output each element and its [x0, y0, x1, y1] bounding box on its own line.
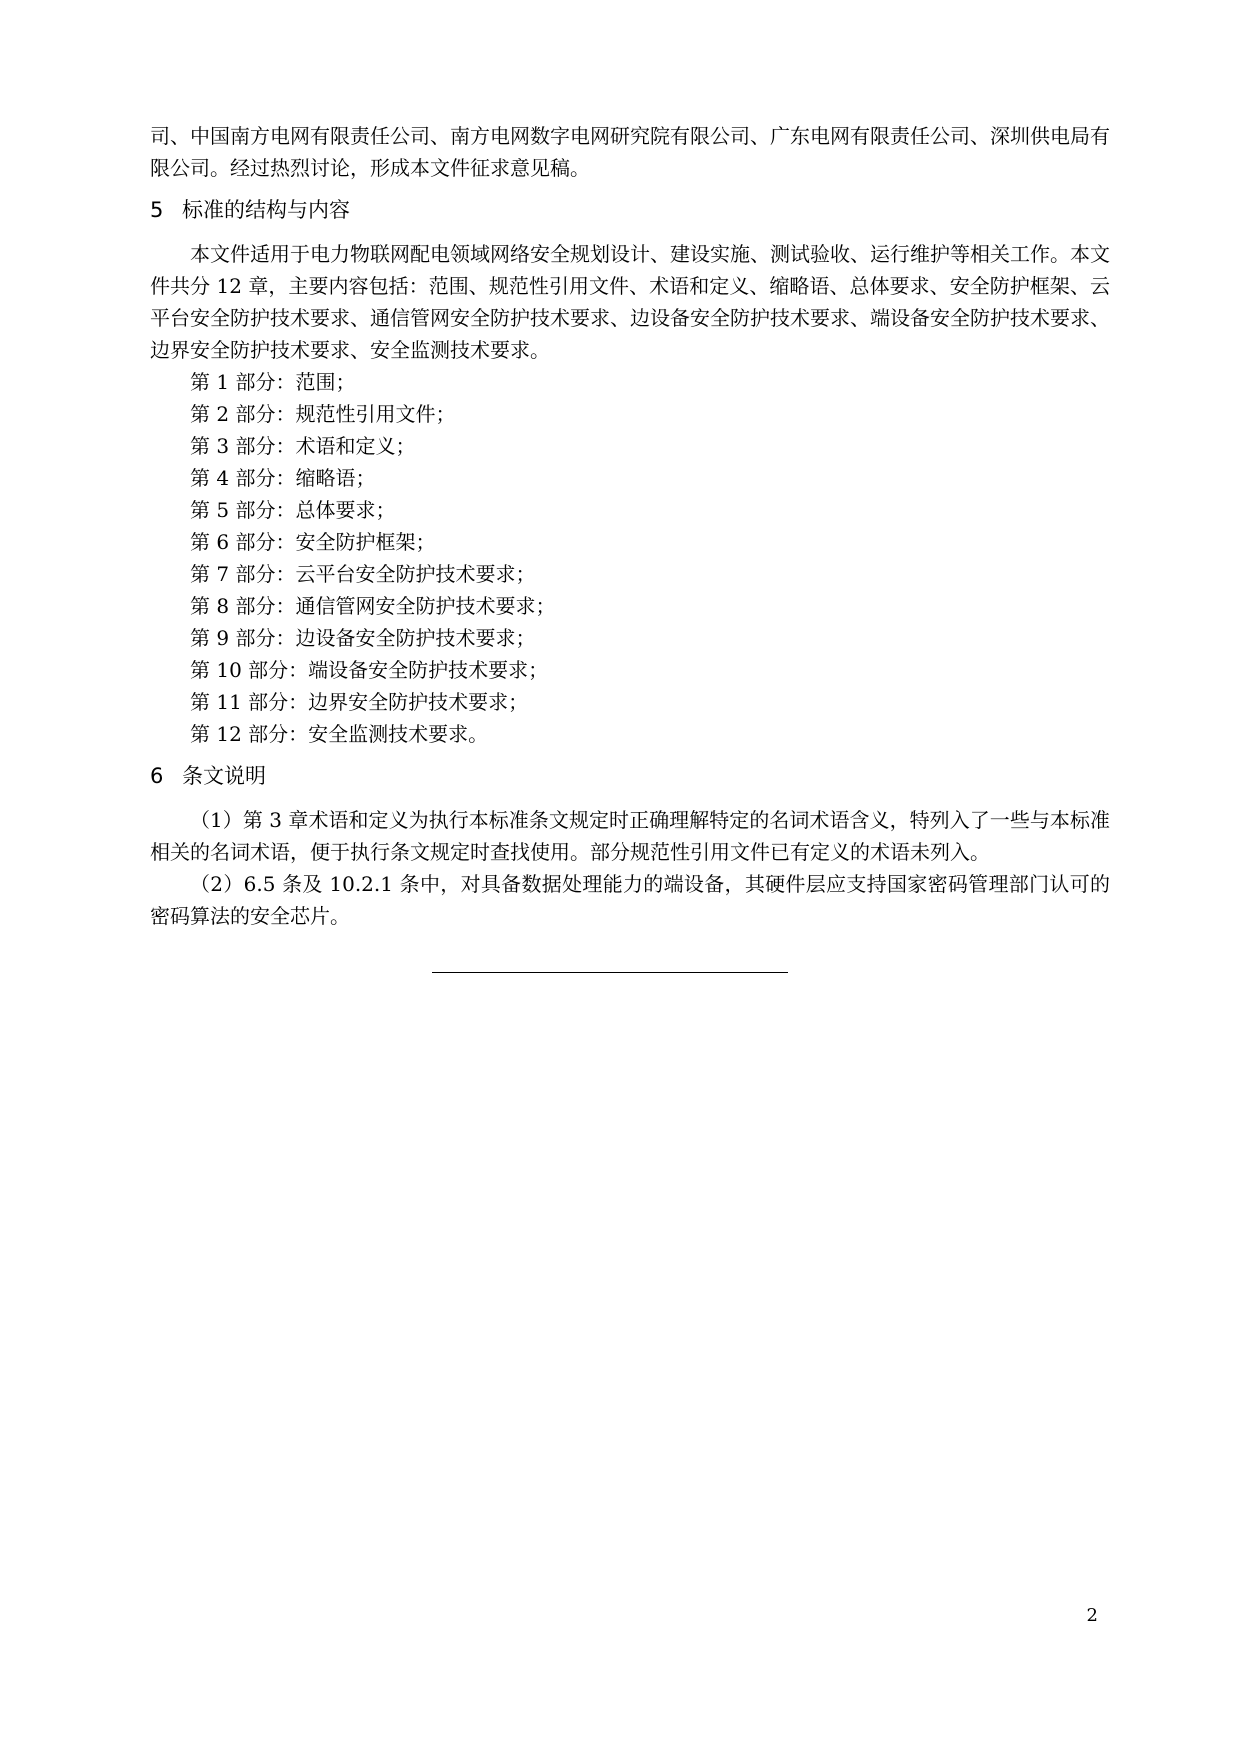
- list-item: 第 4 部分：缩略语；: [190, 466, 376, 490]
- page-number: 2: [1086, 1605, 1098, 1626]
- list-item: 第 11 部分：边界安全防护技术要求；: [190, 690, 529, 714]
- section-6-title: 条文说明: [182, 764, 266, 788]
- section-5-number: 5: [150, 198, 164, 222]
- page-content: [150, 120, 1110, 973]
- section-6-paragraph-2: （2）6.5 条及 10.2.1 条中，对具备数据处理能力的端设备，其硬件层应支持国家密码管理部门认可的密码算法的安全芯片。: [150, 872, 1110, 928]
- list-item: 第 1 部分：范围；: [190, 370, 356, 394]
- list-item: 第 9 部分：边设备安全防护技术要求；: [190, 626, 536, 650]
- section-5-paragraph: 本文件适用于电力物联网配电领域网络安全规划设计、建设实施、测试验收、运行维护等相关工作。本文件共分 12 章，主要内容包括：范围、规范性引用文件、术语和定义、缩略语、总体要求、安全防护框架、云平台安全防护技术要求、通信管网安全防护技术要求、边设备安全防护技术要求、端设备安全防护技术要求、边界安全防护技术要求、安全监测技术要求。: [150, 242, 1110, 362]
- section-6-paragraph-1: （1）第 3 章术语和定义为执行本标准条文规定时正确理解特定的名词术语含义，特列入了一些与本标准相关的名词术语，便于执行条文规定时查找使用。部分规范性引用文件已有定义的术语未列入。: [150, 808, 1110, 864]
- list-item: 第 6 部分：安全防护框架；: [190, 530, 436, 554]
- section-5-list: [150, 366, 1110, 750]
- intro-paragraph: 司、中国南方电网有限责任公司、南方电网数字电网研究院有限公司、广东电网有限责任公司、深圳供电局有限公司。经过热烈讨论，形成本文件征求意见稿。: [150, 124, 1110, 180]
- list-item: 第 8 部分：通信管网安全防护技术要求；: [190, 594, 556, 618]
- list-item: 第 5 部分：总体要求；: [190, 498, 396, 522]
- section-5-title: 标准的结构与内容: [182, 198, 350, 222]
- end-separator-line: [432, 972, 788, 973]
- list-item: 第 12 部分：安全监测技术要求。: [190, 722, 489, 746]
- list-item: 第 10 部分：端设备安全防护技术要求；: [190, 658, 549, 682]
- section-6-heading: [150, 760, 1110, 792]
- list-item: 第 7 部分：云平台安全防护技术要求；: [190, 562, 536, 586]
- list-item: 第 2 部分：规范性引用文件；: [190, 402, 456, 426]
- list-item: 第 3 部分：术语和定义；: [190, 434, 416, 458]
- section-5-heading: [150, 194, 1110, 226]
- section-6-number: 6: [150, 764, 164, 788]
